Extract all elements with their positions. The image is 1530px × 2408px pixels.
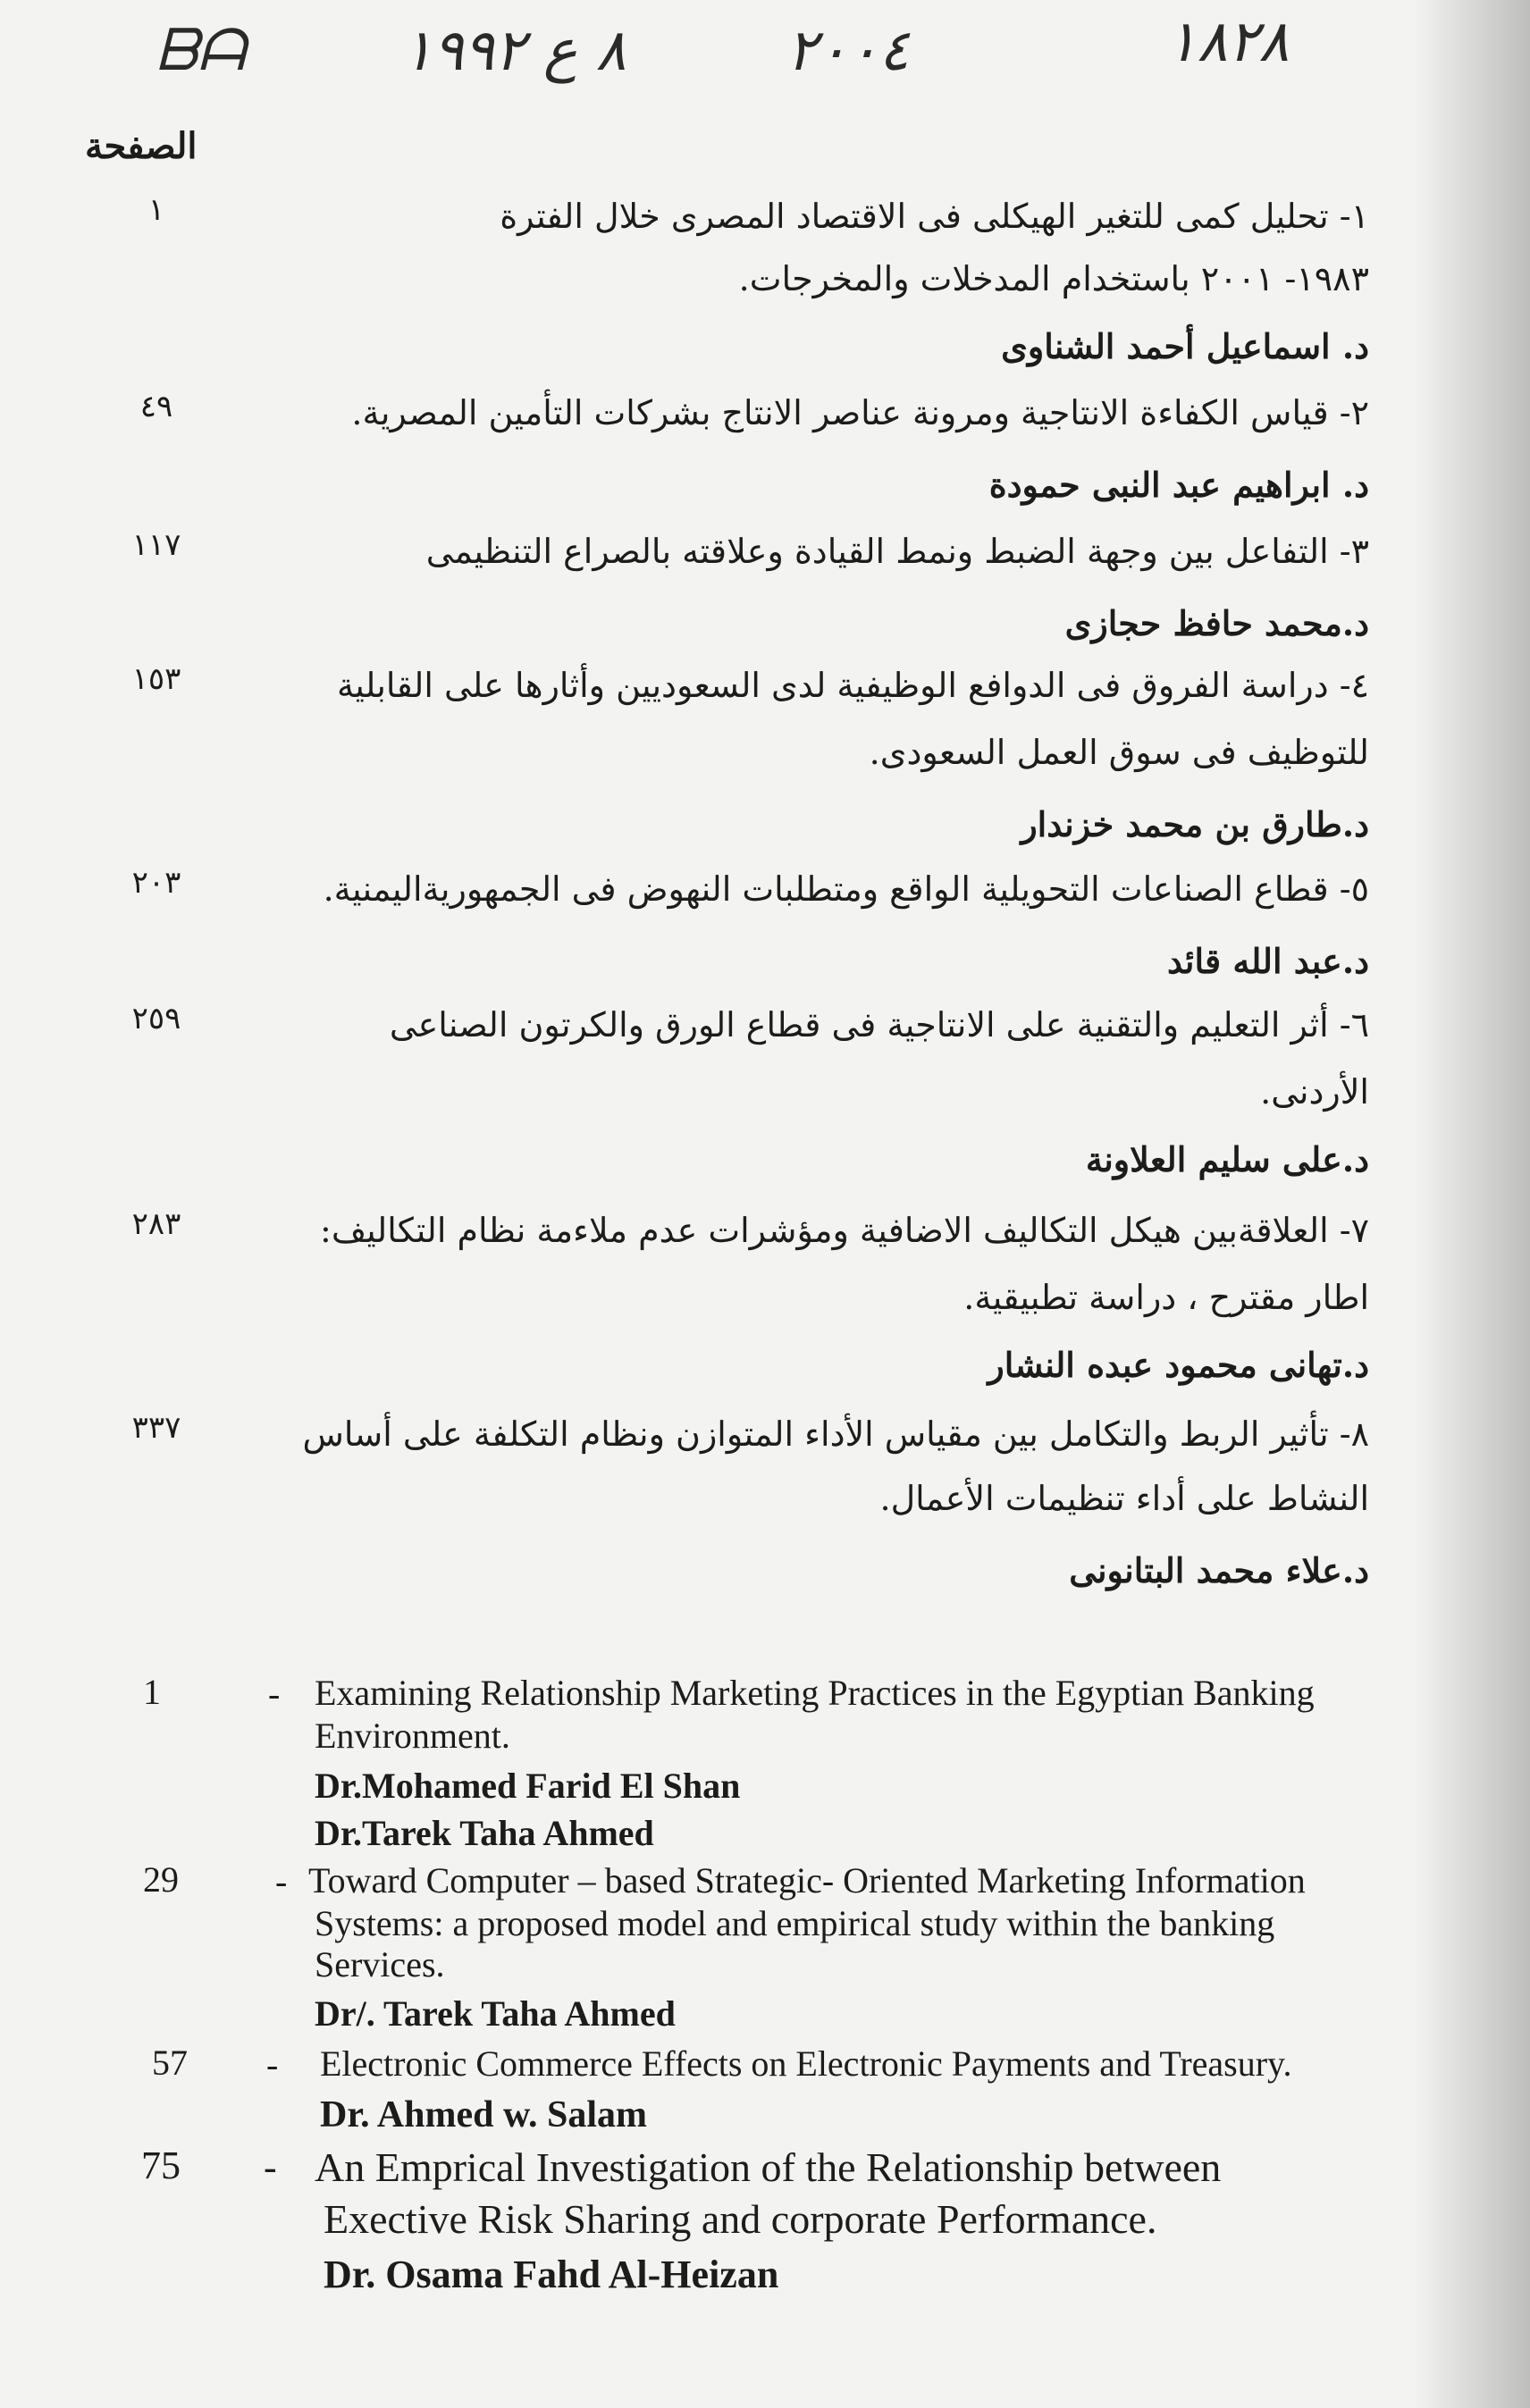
handwritten-note-third: ٢٠٠٤ [786, 18, 910, 84]
arabic-entry-title-line: ٣- التفاعل بين وجهة الضبط ونمط القيادة وعلاقته بالصراع التنظيمى [425, 532, 1369, 571]
arabic-entry-title-line: ٤- دراسة الفروق فى الدوافع الوظيفية لدى السعوديين وأثارها على القابلية [336, 666, 1369, 705]
english-entry-title-line: Services. [315, 1944, 445, 1984]
english-entry-title-line: Toward Computer – based Strategic- Oriented Marketing Information [308, 1860, 1306, 1900]
arabic-entry-page-number: ١٥٣ [131, 661, 181, 697]
english-entry-dash: - [266, 2044, 279, 2085]
arabic-entry-title-line: ٨- تأثير الربط والتكامل بين مقياس الأداء المتوازن ونظام التكلفة على أساس [302, 1414, 1369, 1454]
english-entry-dash: - [264, 2145, 277, 2189]
english-entry-author: Dr.Mohamed Farid El Shan [315, 1766, 741, 1806]
arabic-entry-page-number: ٢٨٣ [131, 1206, 181, 1242]
arabic-entry-page-number: ٤٩ [139, 389, 173, 424]
arabic-entry-page-number: ١ [147, 192, 165, 228]
arabic-entry-title-line: اطار مقترح ، دراسة تطبيقية. [963, 1278, 1369, 1317]
arabic-entry-author: د.على سليم العلاونة [1085, 1139, 1369, 1179]
arabic-entry-title-line: ٢- قياس الكفاءة الانتاجية ومرونة عناصر الانتاج بشركات التأمين المصرية. [351, 393, 1369, 432]
handwritten-note-left: ᗷᗩ [156, 18, 246, 84]
english-entry-page-number: 57 [152, 2043, 188, 2083]
english-entry-dash: - [268, 1674, 281, 1714]
arabic-entry-title-line: ٧- العلاقةبين هيكل التكاليف الاضافية ومؤشرات عدم ملاءمة نظام التكاليف: [320, 1211, 1369, 1250]
arabic-entry-page-number: ٢٥٩ [131, 1001, 181, 1036]
english-entry-title-line: An Emprical Investigation of the Relationship between [315, 2144, 1222, 2190]
arabic-entry-title-line: ٦- أثر التعليم والتقنية على الانتاجية فى قطاع الورق والكرتون الصناعى [389, 1005, 1369, 1045]
english-entry-title-line: Environment. [315, 1716, 510, 1756]
arabic-entry-title-line: ١٩٨٣- ٢٠٠١ باستخدام المدخلات والمخرجات. [738, 259, 1369, 298]
arabic-entry-author: د.تهانى محمود عبده النشار [988, 1345, 1369, 1385]
handwritten-note-second: ٨ ع ١٩٩٢ [402, 18, 626, 84]
binding-shadow [1414, 0, 1530, 2408]
arabic-entry-author: د. اسماعيل أحمد الشناوى [1001, 326, 1369, 366]
arabic-entry-page-number: ١١٧ [131, 527, 181, 563]
arabic-entry-title-line: ١- تحليل كمى للتغير الهيكلى فى الاقتصاد المصرى خلال الفترة [500, 197, 1369, 236]
english-entry-title-line: Systems: a proposed model and empirical study within the banking [315, 1903, 1275, 1943]
english-entry-author: Dr. Osama Fahd Al-Heizan [324, 2253, 779, 2296]
arabic-entry-author: د.عبد الله قائد [1166, 941, 1369, 981]
page-column-label: الصفحة [85, 125, 198, 167]
english-entry-author: Dr/. Tarek Taha Ahmed [315, 1993, 676, 2034]
english-entry-page-number: 75 [141, 2144, 181, 2187]
arabic-entry-author: د.محمد حافظ حجازى [1064, 603, 1369, 643]
english-entry-dash: - [275, 1861, 288, 1901]
handwritten-note-right: ١٨٢٨ [1166, 9, 1290, 75]
english-entry-page-number: 29 [143, 1859, 179, 1900]
arabic-entry-title-line: للتوظيف فى سوق العمل السعودى. [869, 733, 1369, 772]
english-entry-author: Dr. Ahmed w. Salam [320, 2094, 648, 2135]
english-entry-title-line: Electronic Commerce Effects on Electronic Payments and Treasury. [320, 2043, 1292, 2084]
english-entry-page-number: 1 [143, 1672, 161, 1712]
arabic-entry-author: د.علاء محمد البتانونى [1069, 1550, 1369, 1590]
english-entry-title-line: Exective Risk Sharing and corporate Performance. [324, 2196, 1157, 2242]
arabic-entry-title-line: النشاط على أداء تنظيمات الأعمال. [879, 1479, 1369, 1518]
arabic-entry-title-line: الأردنى. [1260, 1072, 1369, 1112]
arabic-entry-page-number: ٣٣٧ [131, 1410, 181, 1446]
arabic-entry-title-line: ٥- قطاع الصناعات التحويلية الواقع ومتطلبات النهوض فى الجمهوريةاليمنية. [323, 869, 1369, 909]
english-entry-author: Dr.Tarek Taha Ahmed [315, 1813, 654, 1853]
arabic-entry-author: د. ابراهيم عبد النبى حمودة [988, 465, 1369, 505]
arabic-entry-page-number: ٢٠٣ [131, 865, 181, 901]
arabic-entry-author: د.طارق بن محمد خزندار [1021, 804, 1369, 844]
english-entry-title-line: Examining Relationship Marketing Practices in the Egyptian Banking [315, 1673, 1315, 1713]
